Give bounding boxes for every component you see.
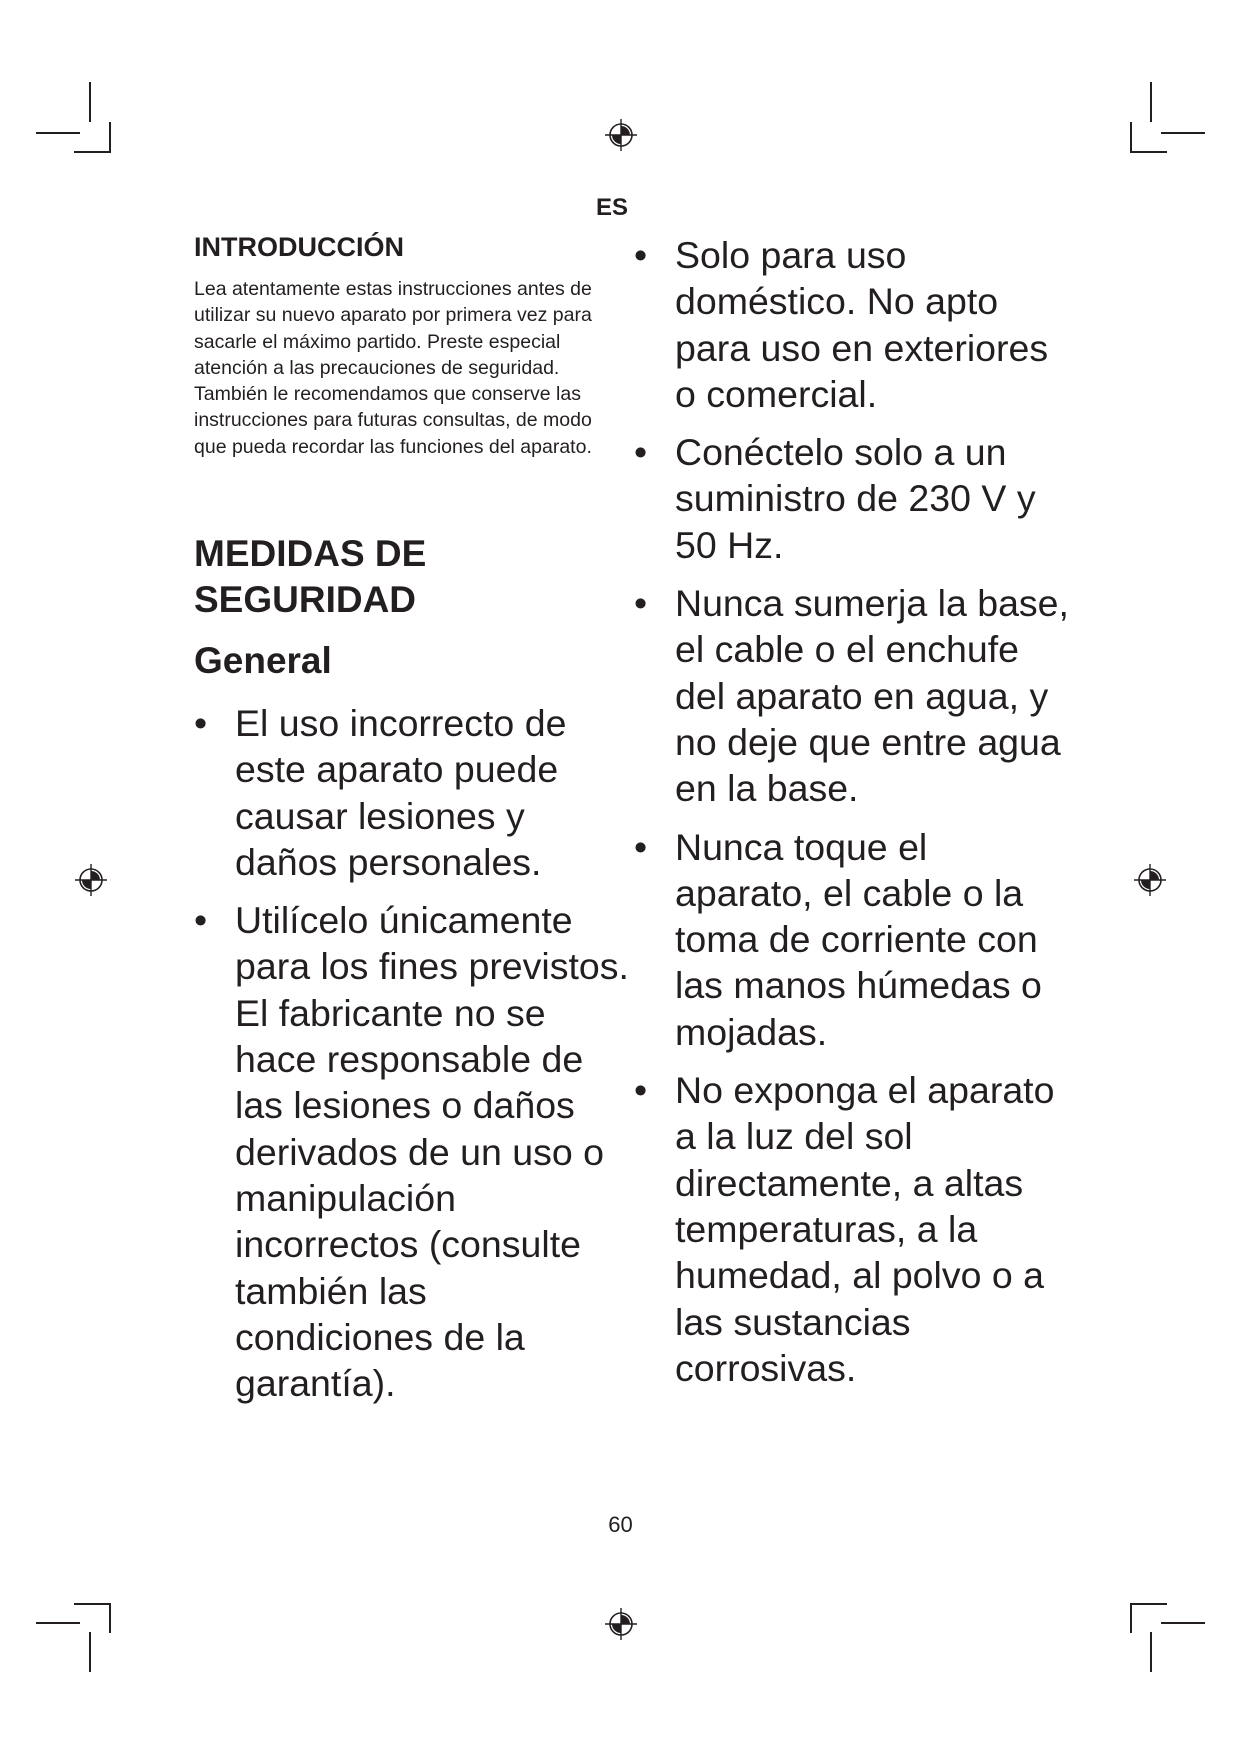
list-item	[634, 824, 1074, 1055]
list-item-text: Nunca sumerja la base, el cable o el enchufe del aparato en agua, y no deje que entre agua en la base.	[675, 582, 1069, 810]
list-item-text: Utilícelo únicamente para los fines previstos. El fabricante no se hace responsable de las lesiones o daños derivados de un uso o manipulación incorrectos (consulte también las condiciones de la garantía).	[235, 899, 629, 1405]
bullet-icon: •	[194, 702, 208, 744]
list-item-text: Solo para uso doméstico. No apto para uso en exteriores o comercial.	[675, 234, 1049, 415]
bullet-icon: •	[634, 825, 648, 868]
list-item	[634, 1067, 1074, 1391]
list-item	[634, 580, 1074, 811]
list-item-text: No exponga el aparato a la luz del sol directamente, a altas temperaturas, a la humedad, al polvo o a las sustancias corrosivas.	[675, 1069, 1055, 1389]
list-item-text: Conéctelo solo a un suministro de 230 V y 50 Hz.	[675, 431, 1036, 566]
bullet-icon: •	[634, 431, 648, 474]
list-item-text: El uso incorrecto de este aparato puede causar lesiones y daños personales.	[235, 702, 567, 883]
list-item	[634, 232, 1074, 417]
registration-mark-right-icon	[1134, 864, 1166, 896]
intro-body: Lea atentamente estas instrucciones antes de utilizar su nuevo aparato por primera vez para sacarle el máximo partido. Preste especial atención a las precauciones de seguridad. También le recomendamos que conserve las instrucciones para futuras consultas, de modo que pueda recordar las funciones del aparato.	[194, 278, 592, 458]
list-item	[634, 429, 1074, 568]
list-item-text: Nunca toque el aparato, el cable o la toma de corriente con las manos húmedas o mojadas.	[675, 825, 1042, 1053]
list-item	[194, 897, 634, 1406]
subsection-title: General	[194, 640, 332, 681]
bullet-icon: •	[634, 1069, 648, 1112]
language-code: ES	[596, 194, 629, 221]
bullet-icon: •	[634, 234, 648, 276]
list-item	[194, 700, 634, 885]
registration-mark-left-icon	[75, 864, 107, 896]
page-number: 60	[608, 1512, 633, 1537]
registration-mark-bottom-icon	[605, 1608, 637, 1640]
bullet-icon: •	[634, 582, 648, 625]
registration-mark-top-icon	[605, 119, 637, 151]
safety-list-left	[194, 700, 634, 1418]
intro-title: INTRODUCCIÓN	[194, 232, 404, 262]
section-title: MEDIDAS DE SEGURIDAD	[194, 533, 427, 620]
safety-list-right	[634, 232, 1074, 1403]
bullet-icon: •	[194, 899, 208, 942]
